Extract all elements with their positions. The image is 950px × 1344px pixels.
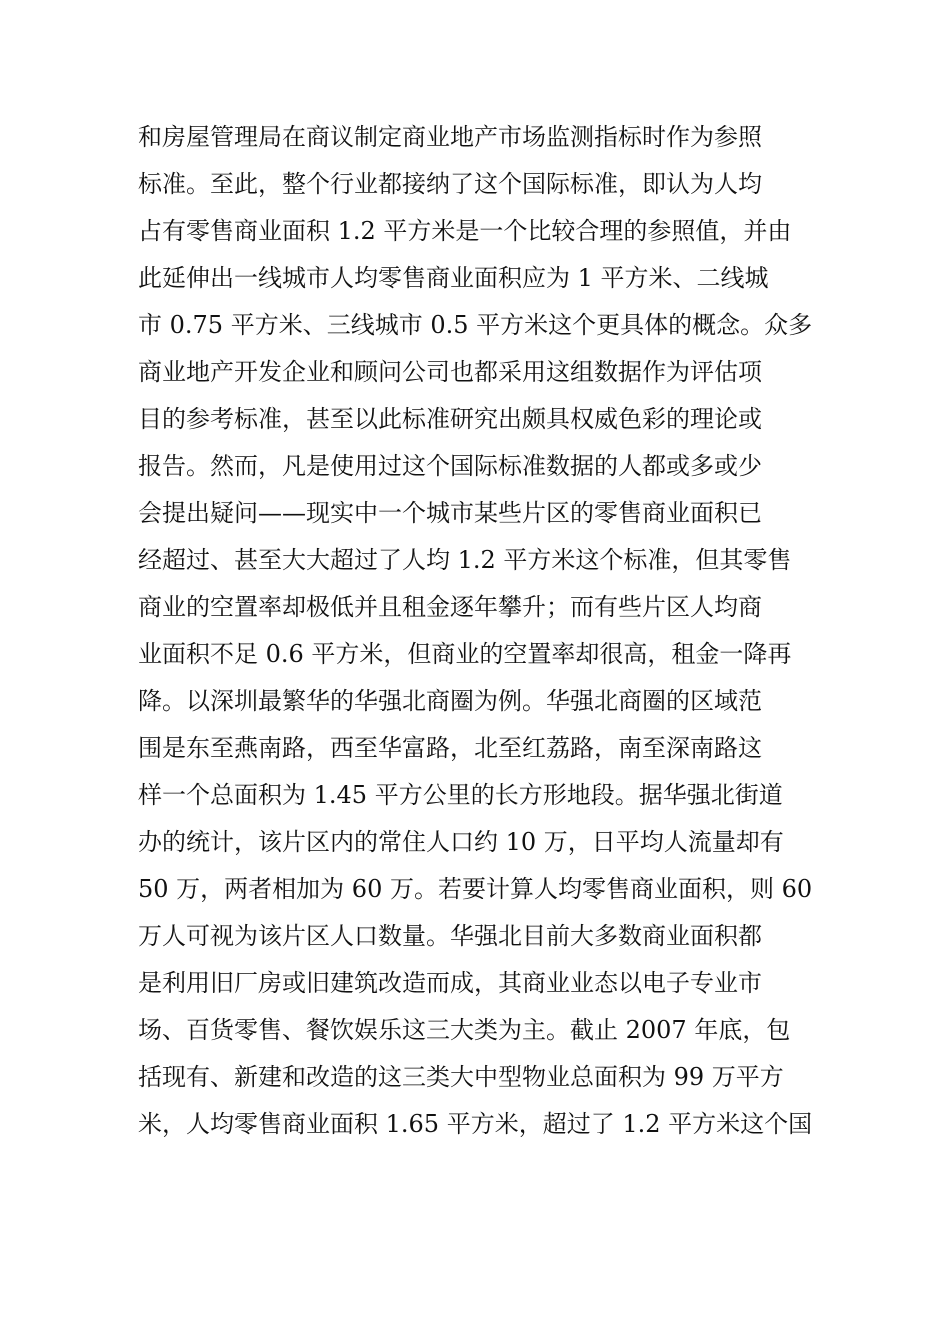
text-line: 万人可视为该片区人口数量。华强北目前大多数商业面积都 [138, 922, 762, 950]
text-line: 括现有、新建和改造的这三类大中型物业总面积为 99 万平方 [138, 1063, 784, 1091]
body-paragraph [138, 114, 828, 1148]
text-line: 商业的空置率却极低并且租金逐年攀升；而有些片区人均商 [138, 593, 762, 621]
text-line: 和房屋管理局在商议制定商业地产市场监测指标时作为参照 [138, 123, 762, 151]
text-line: 此延伸出一线城市人均零售商业面积应为 1 平方米、二线城 [138, 264, 769, 292]
text-line: 50 万，两者相加为 60 万。若要计算人均零售商业面积，则 60 [138, 875, 813, 903]
text-line: 米，人均零售商业面积 1.65 平方米，超过了 1.2 平方米这个国 [138, 1110, 813, 1138]
text-line: 业面积不足 0.6 平方米，但商业的空置率却很高，租金一降再 [138, 640, 792, 668]
text-line: 降。以深圳最繁华的华强北商圈为例。华强北商圈的区域范 [138, 687, 762, 715]
text-line: 占有零售商业面积 1.2 平方米是一个比较合理的参照值，并由 [138, 217, 792, 245]
text-line: 报告。然而，凡是使用过这个国际标准数据的人都或多或少 [138, 452, 762, 480]
text-line: 市 0.75 平方米、三线城市 0.5 平方米这个更具体的概念。众多 [138, 311, 813, 339]
text-line: 办的统计，该片区内的常住人口约 10 万，日平均人流量却有 [138, 828, 784, 856]
text-line: 样一个总面积为 1.45 平方公里的长方形地段。据华强北街道 [138, 781, 783, 809]
text-line: 场、百货零售、餐饮娱乐这三大类为主。截止 2007 年底，包 [138, 1016, 791, 1044]
text-line: 会提出疑问——现实中一个城市某些片区的零售商业面积已 [138, 499, 762, 527]
text-line: 是利用旧厂房或旧建筑改造而成，其商业业态以电子专业市 [138, 969, 762, 997]
text-line: 围是东至燕南路，西至华富路，北至红荔路，南至深南路这 [138, 734, 762, 762]
text-line: 经超过、甚至大大超过了人均 1.2 平方米这个标准，但其零售 [138, 546, 792, 574]
text-line: 目的参考标准，甚至以此标准研究出颇具权威色彩的理论或 [138, 405, 762, 433]
text-line: 标准。至此，整个行业都接纳了这个国际标准，即认为人均 [138, 170, 762, 198]
text-line: 商业地产开发企业和顾问公司也都采用这组数据作为评估项 [138, 358, 762, 386]
